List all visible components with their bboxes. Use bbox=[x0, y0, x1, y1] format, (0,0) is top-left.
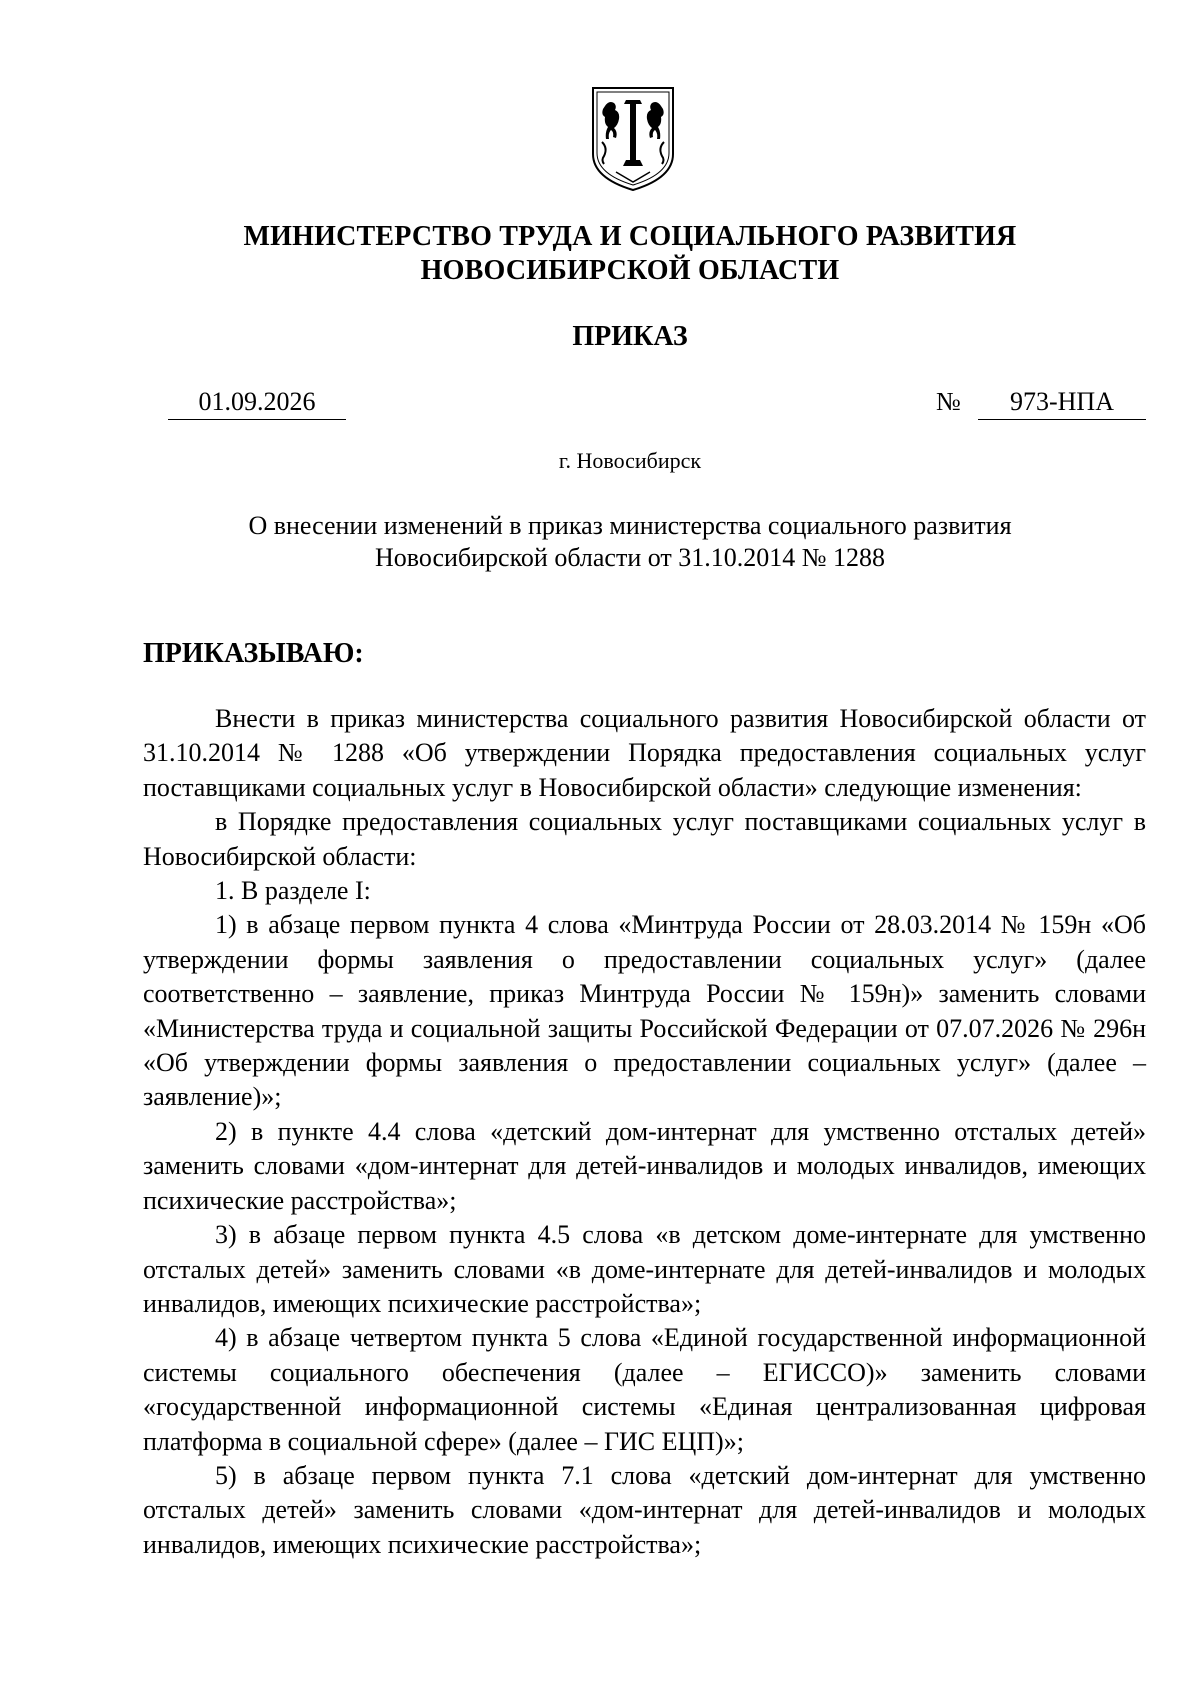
body-paragraph: Внести в приказ министерства социального развития Новосибирской области от 31.10.2014 № 1288 «Об утверждении Порядка предоставления социальных услуг поставщиками социальных услуг в Новосибирской области» следующие изменения: bbox=[143, 704, 1146, 802]
body-paragraph: 1) в абзаце первом пункта 4 слова «Минтруда России от 28.03.2014 № 159н «Об утверждении формы заявления о предоставлении социальных услуг» (далее соответственно – заявление, приказ Минтруда России № 159н)» заменить словами «Министерства труда и социальной защиты Российской Федерации от 07.07.2026 № 296н «Об утверждении формы заявления о предоставлении социальных услуг» (далее – заявление)»; bbox=[143, 910, 1146, 1112]
document-type-title: ПРИКАЗ bbox=[572, 321, 688, 352]
city-name: г. Новосибирск bbox=[558, 448, 702, 473]
body-paragraph: 4) в абзаце четвертом пункта 5 слова «Единой государственной информационной системы социального обеспечения (далее – ЕГИССО)» заменить словами «государственной информационной системы «Единая централизованная цифровая платформа в социальной сфере» (далее – ГИС ЕЦП)»; bbox=[143, 1323, 1146, 1456]
body-paragraph: в Порядке предоставления социальных услуг поставщиками социальных услуг в Новосибирской области: bbox=[143, 807, 1146, 871]
command-heading: ПРИКАЗЫВАЮ: bbox=[143, 638, 364, 669]
body-paragraph: 1. В разделе I: bbox=[215, 876, 371, 906]
order-date: 01.09.2026 bbox=[168, 385, 346, 420]
order-subject-line2: Новосибирской области от 31.10.2014 № 1288 bbox=[374, 543, 886, 572]
order-subject-line1: О внесении изменений в приказ министерства социального развития bbox=[248, 511, 1012, 540]
ministry-name-line1: МИНИСТЕРСТВО ТРУДА И СОЦИАЛЬНОГО РАЗВИТИЯ bbox=[243, 221, 1017, 252]
body-paragraph: 3) в абзаце первом пункта 4.5 слова «в детском доме-интернате для умственно отсталых детей» заменить словами «в доме-интернате для детей-инвалидов и молодых инвалидов, имеющих психические расстройства»; bbox=[143, 1220, 1146, 1318]
body-paragraph: 2) в пункте 4.4 слова «детский дом-интернат для умственно отсталых детей» заменить словами «дом-интернат для детей-инвалидов и молодых инвалидов, имеющих психические расстройства»; bbox=[143, 1116, 1146, 1215]
coat-of-arms-emblem bbox=[588, 82, 678, 194]
number-sign: № bbox=[936, 387, 961, 416]
ministry-name-line2: НОВОСИБИРСКОЙ ОБЛАСТИ bbox=[420, 255, 840, 286]
order-body bbox=[143, 702, 1146, 1562]
order-number: 973-НПА bbox=[978, 385, 1146, 420]
body-paragraph: 5) в абзаце первом пункта 7.1 слова «детский дом-интернат для умственно отсталых детей» заменить словами «дом-интернат для детей-инвалидов и молодых инвалидов, имеющих психические расстройства»; bbox=[143, 1460, 1146, 1559]
